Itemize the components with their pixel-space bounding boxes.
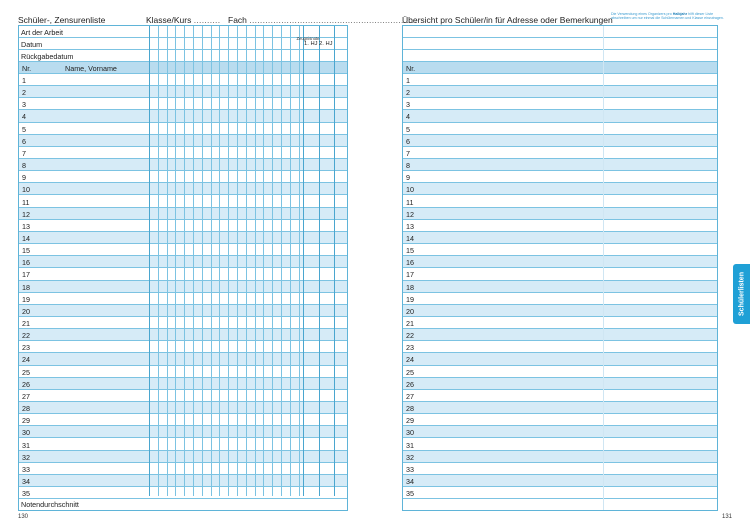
zeugnisnote-header: Zeugnisnote — [296, 36, 320, 41]
remark-row[interactable] — [403, 220, 717, 232]
grade-column-line — [211, 26, 212, 496]
right-blank-row[interactable] — [403, 38, 717, 50]
remark-row[interactable] — [403, 74, 717, 86]
note-highlight: Halbjahr — [672, 12, 688, 16]
remark-row[interactable] — [403, 98, 717, 110]
remark-row[interactable] — [403, 183, 717, 195]
student-row-number: 24 — [22, 355, 30, 365]
grade-table — [18, 25, 348, 511]
remark-row[interactable] — [403, 390, 717, 402]
student-row-number: 8 — [22, 161, 26, 171]
overview-title: Übersicht pro Schüler/in für Adresse oder Bemerkungen — [402, 15, 613, 25]
remark-row[interactable] — [403, 426, 717, 438]
remark-row[interactable] — [403, 268, 717, 280]
page-number-right: 131 — [722, 514, 733, 520]
remark-row-number: 20 — [406, 306, 414, 316]
class-label: Klasse/Kurs — [146, 15, 192, 25]
grade-column-line — [290, 26, 291, 496]
remark-row-number: 19 — [406, 294, 414, 304]
average-label: Notendurchschnitt — [21, 500, 79, 509]
student-row-number: 1 — [22, 76, 26, 85]
remark-row-number: 9 — [406, 173, 410, 183]
remark-row[interactable] — [403, 451, 717, 463]
student-row-number: 16 — [22, 258, 30, 268]
nr-header: Nr. — [22, 64, 32, 73]
address-table — [402, 25, 718, 511]
remark-row[interactable] — [403, 232, 717, 244]
remark-row-number: 17 — [406, 270, 414, 280]
remark-row[interactable] — [403, 378, 717, 390]
remark-row-number: 15 — [406, 246, 414, 256]
remark-row-number: 6 — [406, 136, 410, 146]
remark-row-number: 2 — [406, 88, 410, 98]
remark-row-number: 27 — [406, 391, 414, 401]
remark-row[interactable] — [403, 208, 717, 220]
right-blank-row[interactable] — [403, 50, 717, 62]
top-row-label: Rückgabedatum — [21, 52, 74, 61]
remark-row-number: 3 — [406, 100, 410, 110]
student-row-number: 32 — [22, 452, 30, 462]
remark-row-number: 32 — [406, 452, 414, 462]
remark-row-number: 33 — [406, 464, 414, 474]
student-row-number: 21 — [22, 319, 30, 328]
remark-row[interactable] — [403, 110, 717, 122]
right-nr-header: Nr. — [406, 64, 416, 73]
remark-row[interactable] — [403, 86, 717, 98]
remark-row-number: 35 — [406, 489, 414, 499]
remark-row-number: 16 — [406, 258, 414, 268]
student-row-number: 11 — [22, 197, 30, 207]
remark-row-number: 22 — [406, 331, 414, 341]
remark-row-number: 29 — [406, 416, 414, 426]
student-row-number: 13 — [22, 221, 30, 231]
student-row-number: 31 — [22, 440, 30, 450]
student-row-number: 28 — [22, 404, 30, 414]
student-row-number: 29 — [22, 416, 30, 426]
page-number-left: 130 — [18, 514, 29, 520]
remark-row[interactable] — [403, 402, 717, 414]
half-year-column-line — [334, 26, 335, 496]
remark-row-number: 1 — [406, 76, 410, 85]
remark-row-number: 18 — [406, 282, 414, 292]
top-row-label: Datum — [21, 40, 43, 49]
remark-row-number: 12 — [406, 209, 414, 219]
student-row-number: 34 — [22, 476, 30, 486]
remark-row-number: 21 — [406, 319, 414, 328]
grade-column-line — [149, 26, 150, 496]
remark-row[interactable] — [403, 353, 717, 365]
remark-row-number: 30 — [406, 428, 414, 438]
student-row-number: 17 — [22, 270, 30, 280]
remark-row-number: 5 — [406, 124, 410, 134]
organizer-note — [611, 12, 729, 21]
remark-row-number: 10 — [406, 185, 414, 195]
remark-row[interactable] — [403, 414, 717, 426]
remark-row[interactable] — [403, 487, 717, 499]
remark-row-number: 13 — [406, 221, 414, 231]
student-row-number: 2 — [22, 88, 26, 98]
grade-column-line — [237, 26, 238, 496]
student-row-number: 5 — [22, 124, 26, 134]
grade-column-line — [281, 26, 282, 496]
right-blank-row[interactable] — [403, 26, 717, 38]
student-row-number: 27 — [22, 391, 30, 401]
student-row-number: 6 — [22, 136, 26, 146]
remark-row[interactable] — [403, 171, 717, 183]
grade-column-line — [263, 26, 264, 496]
remark-row[interactable] — [403, 256, 717, 268]
grade-column-line — [202, 26, 203, 496]
grade-column-line — [272, 26, 273, 496]
remark-row-number: 31 — [406, 440, 414, 450]
student-row-number: 9 — [22, 173, 26, 183]
remark-row[interactable] — [403, 475, 717, 487]
student-row-number: 3 — [22, 100, 26, 110]
remark-row[interactable] — [403, 305, 717, 317]
note-prefix: Die Verwendung eines Organizers pro — [611, 12, 672, 16]
student-row-number: 4 — [22, 112, 26, 122]
student-row-number: 20 — [22, 306, 30, 316]
remark-row-number: 4 — [406, 112, 410, 122]
half-year-column-line — [319, 26, 320, 496]
student-row-number: 26 — [22, 379, 30, 389]
student-row-number: 30 — [22, 428, 30, 438]
remark-row[interactable] — [403, 341, 717, 353]
column-divider — [603, 26, 604, 510]
remark-row-number: 26 — [406, 379, 414, 389]
student-row-number: 15 — [22, 246, 30, 256]
grade-column-line — [255, 26, 256, 496]
half-year-column-line — [303, 26, 304, 496]
grade-column-line — [299, 26, 300, 496]
grade-column-line — [175, 26, 176, 496]
remark-row[interactable] — [403, 463, 717, 475]
right-column-header-row — [403, 62, 717, 74]
student-row-number: 12 — [22, 209, 30, 219]
student-row-number: 10 — [22, 185, 30, 195]
student-row-number: 23 — [22, 343, 30, 353]
student-row-number: 18 — [22, 282, 30, 292]
remark-row-number: 24 — [406, 355, 414, 365]
remark-row[interactable] — [403, 244, 717, 256]
hj2-header: 2. HJ — [319, 41, 333, 47]
remark-row-number: 28 — [406, 404, 414, 414]
remark-row[interactable] — [403, 147, 717, 159]
grade-column-line — [184, 26, 185, 496]
student-row-number: 22 — [22, 331, 30, 341]
list-title: Schüler-, Zensurenliste — [18, 15, 106, 25]
remark-row[interactable] — [403, 439, 717, 451]
remark-row-number: 34 — [406, 476, 414, 486]
note-rest: hilft dieser Liste abschreiben um nur einmal die Schülernamen und Klasse einzutragen. — [611, 12, 724, 21]
remark-row-number: 8 — [406, 161, 410, 171]
remark-row[interactable] — [403, 293, 717, 305]
student-row-number: 14 — [22, 233, 30, 243]
student-row-number: 25 — [22, 367, 30, 377]
remark-row-number: 23 — [406, 343, 414, 353]
remark-row[interactable] — [403, 159, 717, 171]
student-row-number: 35 — [22, 489, 30, 499]
remark-row-number: 7 — [406, 148, 410, 158]
subject-label: Fach — [228, 15, 247, 25]
remark-row[interactable] — [403, 329, 717, 341]
grade-column-line — [167, 26, 168, 496]
grade-column-line — [158, 26, 159, 496]
hj1-header: 1. HJ — [304, 41, 318, 47]
section-tab-label: Schülerlisten — [738, 272, 745, 316]
top-row-label: Art der Arbeit — [21, 28, 63, 37]
name-header: Name, Vorname — [65, 64, 117, 73]
grade-column-line — [219, 26, 220, 496]
class-blank: .......... — [193, 15, 221, 25]
remark-row[interactable] — [403, 135, 717, 147]
remark-row[interactable] — [403, 123, 717, 135]
grade-column-line — [228, 26, 229, 496]
remark-row[interactable] — [403, 366, 717, 378]
grade-column-line — [193, 26, 194, 496]
student-row-number: 33 — [22, 464, 30, 474]
section-tab[interactable] — [733, 264, 750, 324]
student-row-number: 19 — [22, 294, 30, 304]
remark-row[interactable] — [403, 196, 717, 208]
subject-blank: ............................................................... — [249, 15, 417, 25]
remark-row-number: 14 — [406, 233, 414, 243]
grade-column-line — [246, 26, 247, 496]
class-field[interactable] — [146, 15, 220, 25]
remark-row-number: 11 — [406, 197, 414, 207]
remark-row[interactable] — [403, 281, 717, 293]
average-row[interactable] — [19, 498, 347, 512]
remark-row-number: 25 — [406, 367, 414, 377]
remark-row[interactable] — [403, 317, 717, 329]
student-row-number: 7 — [22, 148, 26, 158]
